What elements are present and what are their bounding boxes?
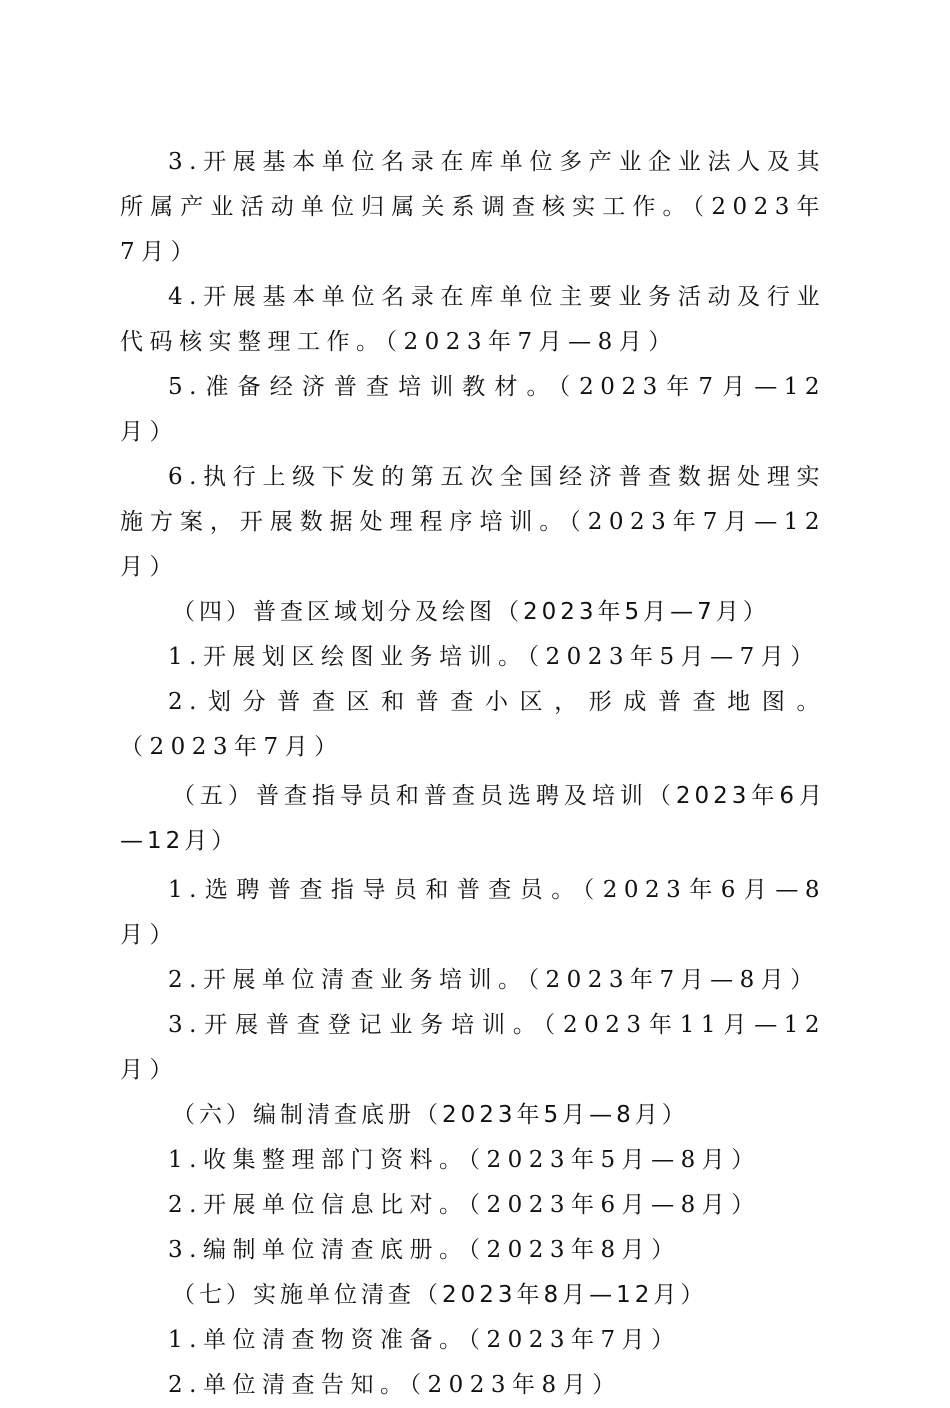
list-item: 2.开展单位清查业务培训。（2023年7月—8月） (168, 967, 820, 993)
list-item: 3.编制单位清查底册。（2023年8月） (168, 1237, 681, 1263)
list-item: 3.开展普查登记业务培训。（2023年11月—12月） (120, 1012, 826, 1083)
list-item: 1.开展划区绘图业务培训。（2023年5月—7月） (168, 644, 820, 670)
list-item: 3.开展基本单位名录在库单位多产业企业法人及其所属产业活动单位归属关系调查核实工作。（2023年7月） (120, 149, 826, 265)
section-heading: （四）普查区域划分及绘图（2023年5月—7月） (172, 599, 770, 625)
section-heading: （五）普查指导员和普查员选聘及培训（2023年6月—12月） (120, 783, 826, 854)
list-item: 6.执行上级下发的第五次全国经济普查数据处理实施方案，开展数据处理程序培训。（2023年7月—12月） (120, 464, 826, 580)
list-item: 1.收集整理部门资料。（2023年5月—8月） (168, 1147, 761, 1173)
list-item: 2.开展单位信息比对。（2023年6月—8月） (168, 1192, 761, 1218)
list-item: 2.划分普查区和普查小区，形成普查地图。（2023年7月） (120, 689, 826, 760)
list-item: 1.选聘普查指导员和普查员。（2023年6月—8月） (120, 877, 826, 948)
list-item: 1.单位清查物资准备。（2023年7月） (168, 1327, 681, 1353)
section-heading: （七）实施单位清查（2023年8月—12月） (172, 1282, 708, 1308)
section-heading: （六）编制清查底册（2023年5月—8月） (172, 1102, 689, 1128)
document-page (120, 140, 826, 1408)
list-item: 4.开展基本单位名录在库单位主要业务活动及行业代码核实整理工作。（2023年7月—8月） (120, 284, 826, 355)
list-item: 2.单位清查告知。（2023年8月） (168, 1372, 622, 1398)
list-item: 5.准备经济普查培训教材。（2023年7月—12月） (120, 374, 826, 445)
